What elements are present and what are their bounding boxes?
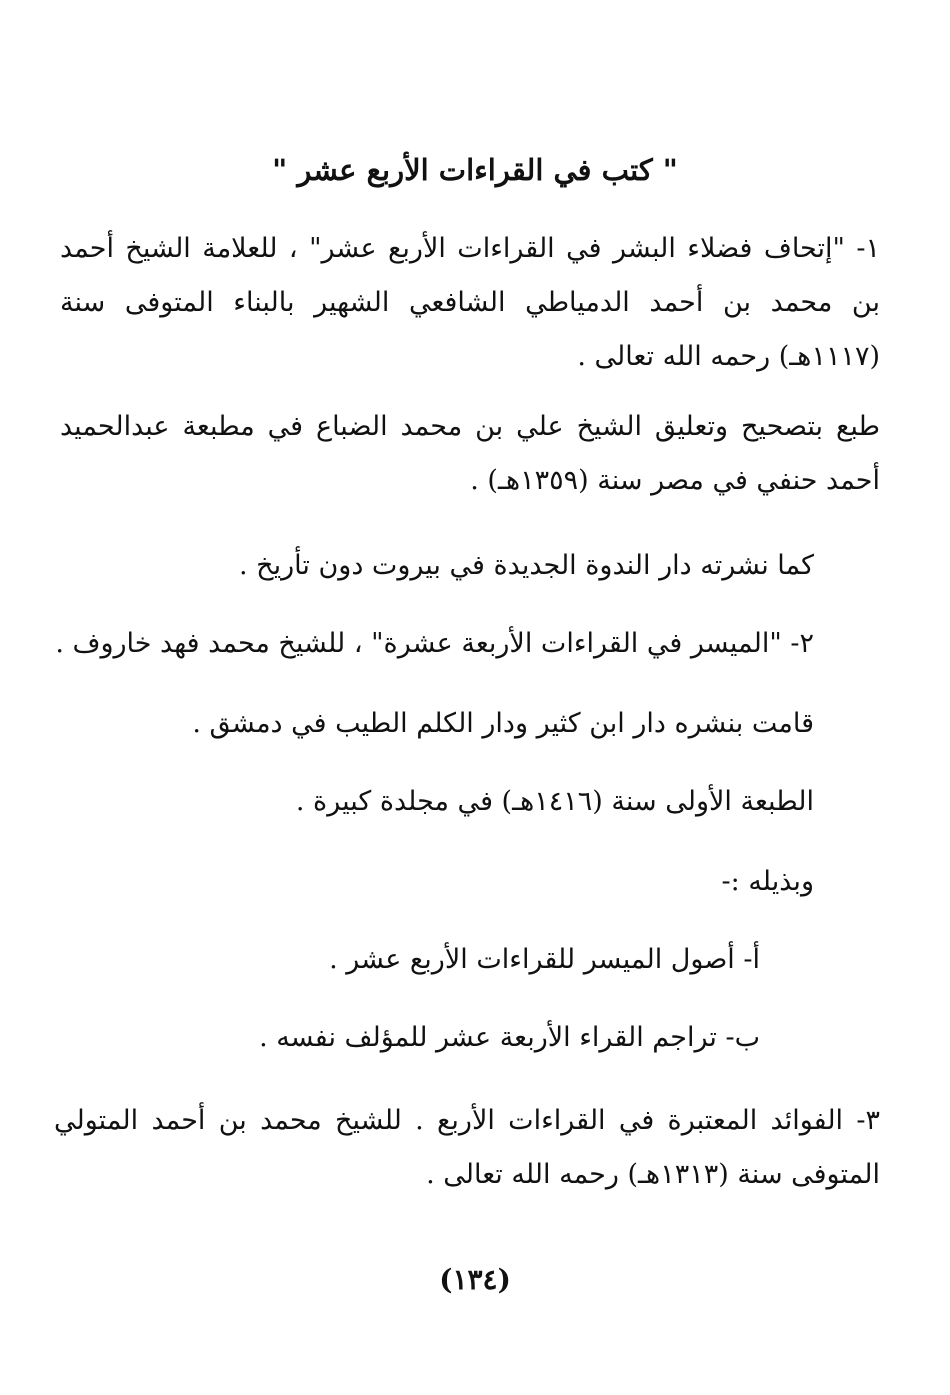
appendix-item-a: أ- أصول الميسر للقراءات الأربع عشر . <box>329 944 760 975</box>
book-entry-2-edition: الطبعة الأولى سنة (١٤١٦هـ) في مجلدة كبيرة . <box>295 786 814 817</box>
book-entry-3: ٣- الفوائد المعتبرة في القراءات الأربع . للشيخ محمد بن أحمد المتولي المتوفى سنة (١٣١٣هـ) رحمه الله تعالى . <box>54 1105 880 1190</box>
book-entry-2: ٢- "الميسر في القراءات الأربعة عشرة" ، للشيخ محمد فهد خاروف . <box>55 628 814 659</box>
book-entry-2-publisher: قامت بنشره دار ابن كثير ودار الكلم الطيب في دمشق . <box>192 708 814 739</box>
appendix-item-b: ب- تراجم القراء الأربعة عشر للمؤلف نفسه . <box>259 1022 760 1053</box>
book-entry-1: ١- "إتحاف فضلاء البشر في القراءات الأربع عشر" ، للعلامة الشيخ أحمد بن محمد بن أحمد الدمياطي الشافعي الشهير بالبناء المتوفى سنة (١١١٧هـ) رحمه الله تعالى . <box>60 233 880 372</box>
page-title: " كتب في القراءات الأربع عشر " <box>272 153 678 187</box>
book-entry-1-publisher: كما نشرته دار الندوة الجديدة في بيروت دون تأريخ . <box>238 550 814 581</box>
book-entry-1-printing: طبع بتصحيح وتعليق الشيخ علي بن محمد الضباع في مطبعة عبدالحميد أحمد حنفي في مصر سنة (١٣٥٩هـ) . <box>60 411 880 496</box>
page-number: (١٣٤) <box>439 1263 511 1296</box>
appendix-intro: وبذيله :- <box>721 866 814 897</box>
